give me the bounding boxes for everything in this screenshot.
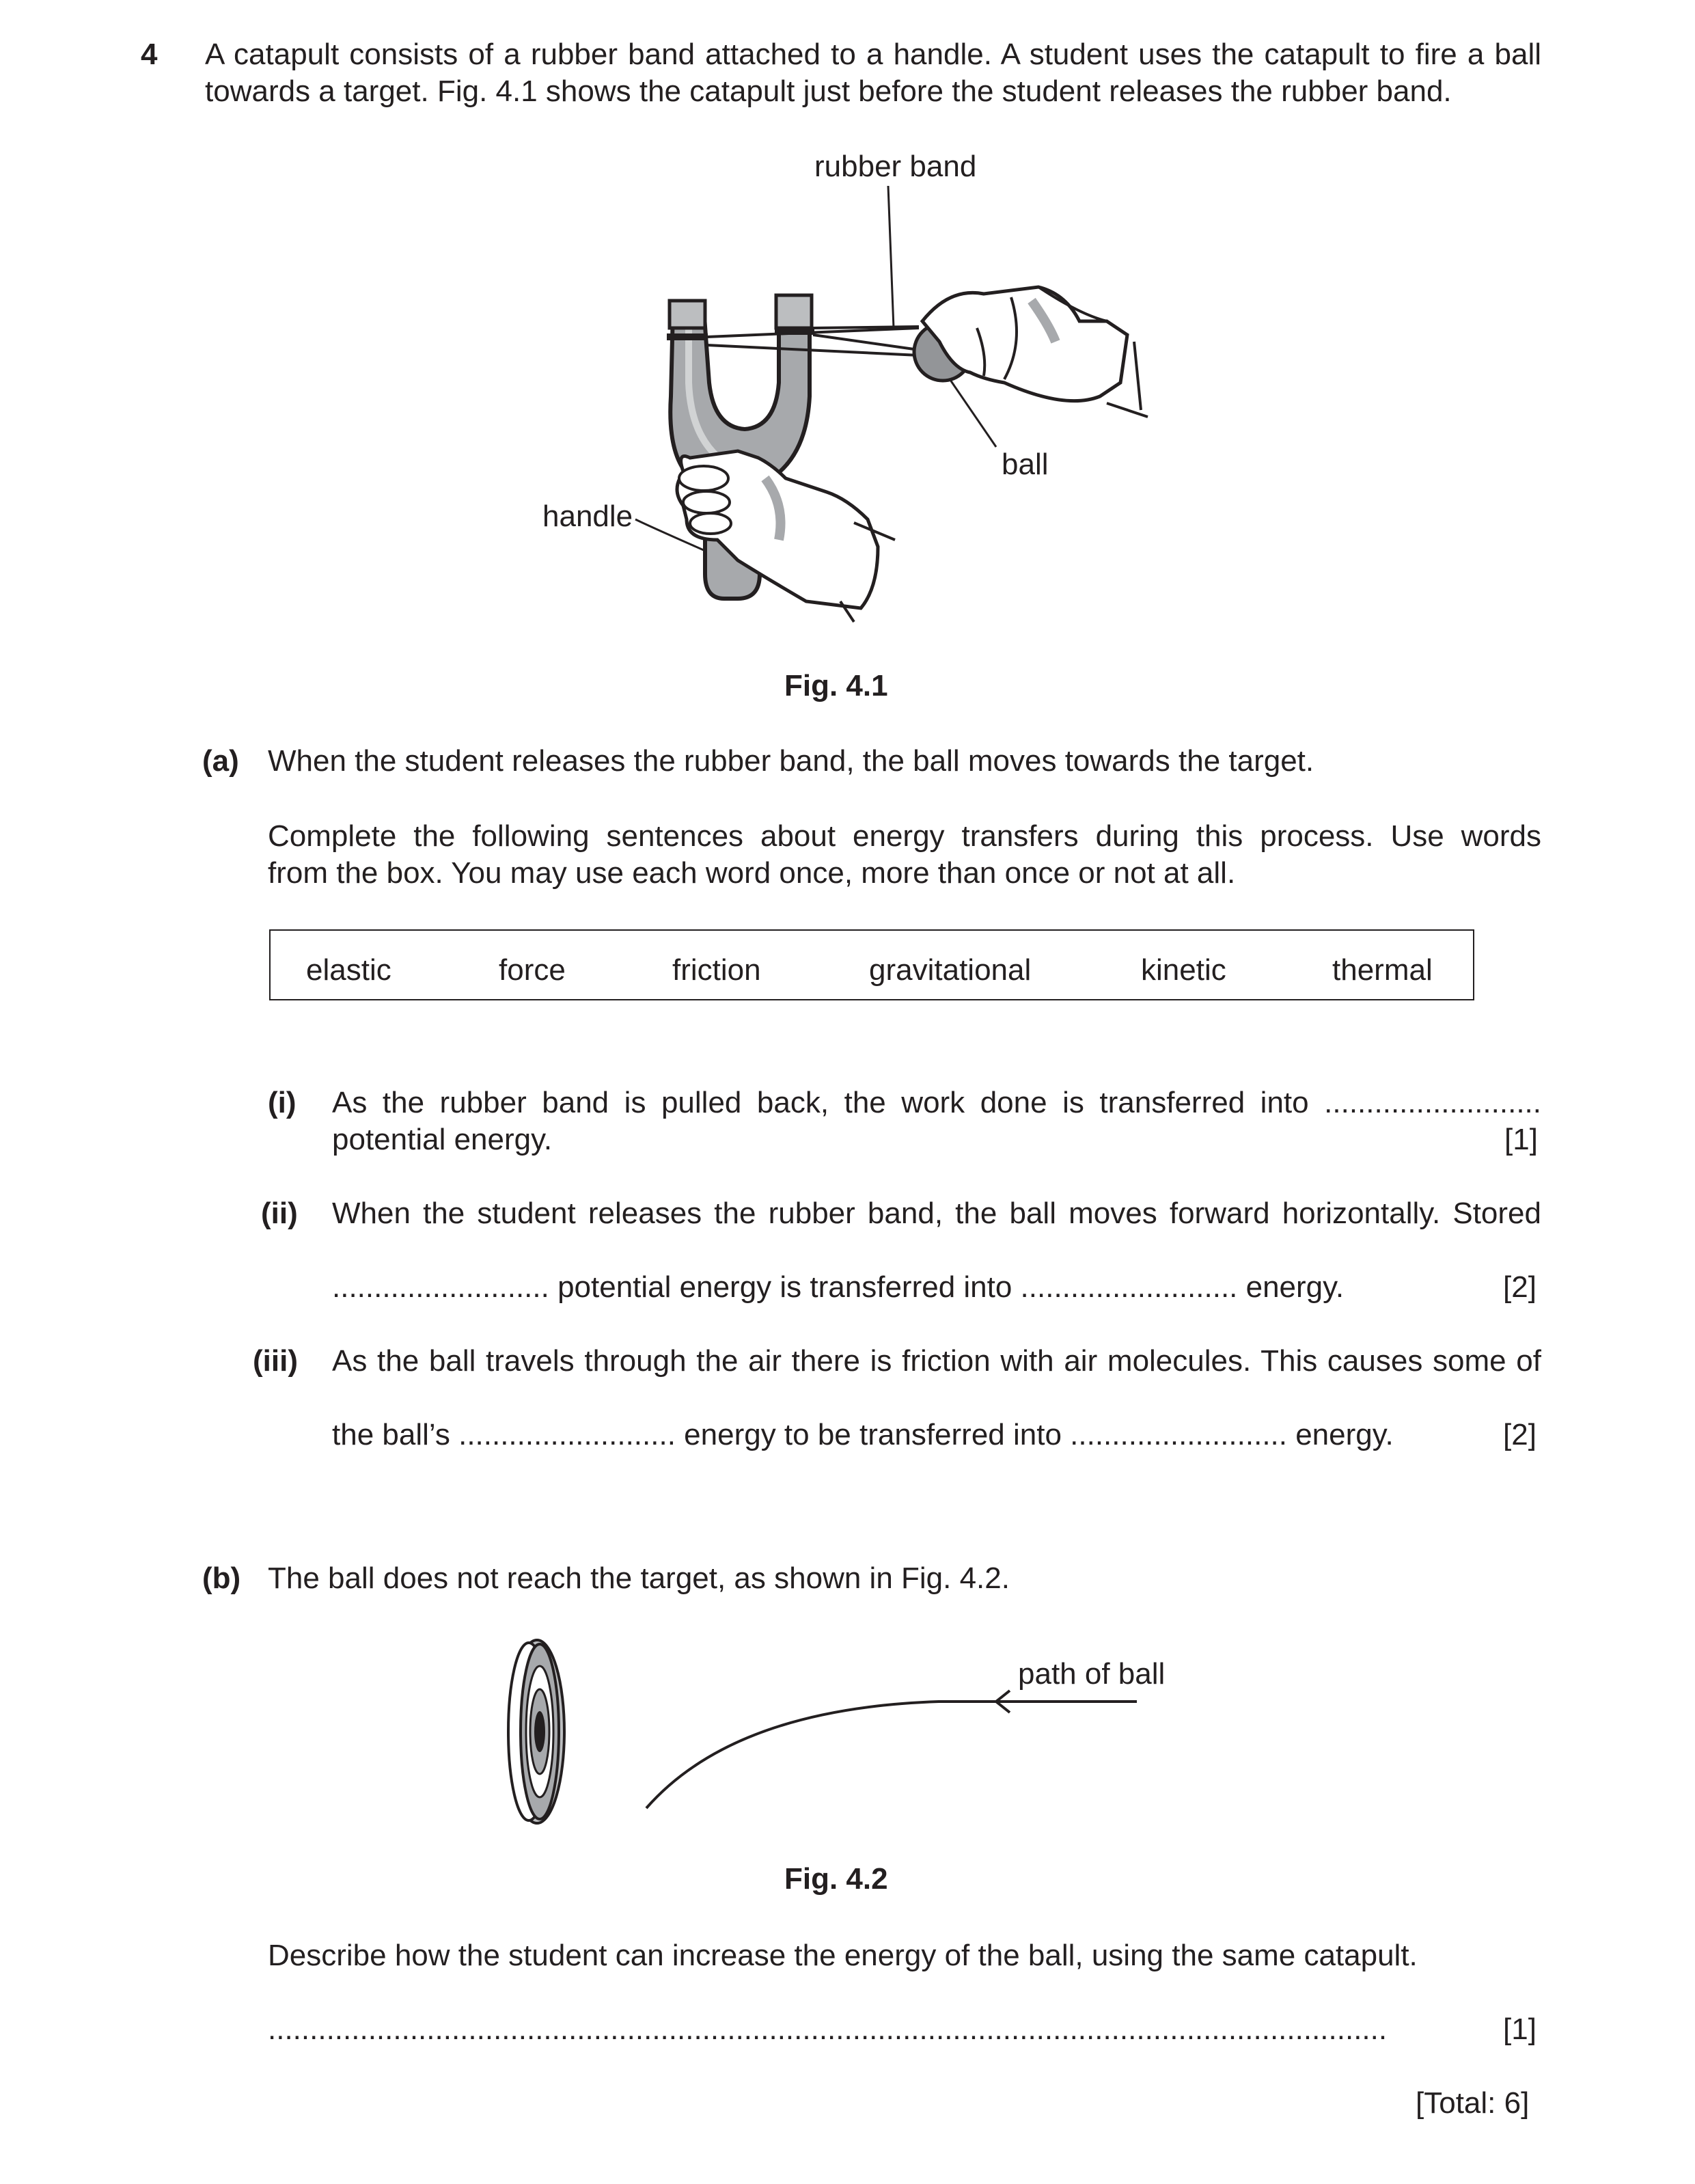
fig1-label-handle: handle xyxy=(542,500,633,533)
word-kinetic: kinetic xyxy=(1141,953,1226,987)
word-elastic: elastic xyxy=(306,953,391,987)
part-a-i-line1: As the rubber band is pulled back, the work done is transferred into .......................... xyxy=(332,1086,1541,1119)
word-force: force xyxy=(499,953,566,987)
part-a-line1: When the student releases the rubber band, the ball moves towards the target. xyxy=(268,744,1314,778)
ball-path xyxy=(646,1702,1137,1808)
part-a-instruction-line1: Complete the following sentences about energy transfers during this process. Use words xyxy=(268,819,1541,853)
part-a-ii-label: (ii) xyxy=(261,1197,298,1230)
fig2-caption: Fig. 4.2 xyxy=(784,1862,888,1896)
question-intro-line1: A catapult consists of a rubber band attached to a handle. A student uses the catapult to fire a ball xyxy=(205,38,1541,71)
question-total: [Total: 6] xyxy=(1416,2086,1530,2120)
part-a-instruction-line2: from the box. You may use each word once, more than once or not at all. xyxy=(268,856,1236,890)
word-thermal: thermal xyxy=(1332,953,1433,987)
part-a-iii-label: (iii) xyxy=(253,1344,298,1378)
part-a-iii-line1: As the ball travels through the air there is friction with air molecules. This causes some of xyxy=(332,1344,1541,1378)
part-a-ii-line2: .......................... potential energy is transferred into .......................... energy. xyxy=(332,1270,1345,1304)
part-b-question: Describe how the student can increase the energy of the ball, using the same catapult. xyxy=(268,1939,1418,1972)
part-a-i-line2: potential energy. xyxy=(332,1123,553,1156)
part-a-i-marks: [1] xyxy=(1504,1123,1538,1156)
fig1-label-ball: ball xyxy=(1002,448,1049,481)
word-gravitational: gravitational xyxy=(869,953,1032,987)
part-a-iii-line2: the ball’s .......................... energy to be transferred into .......................... energy. xyxy=(332,1418,1394,1451)
part-a-label: (a) xyxy=(202,744,239,778)
fig1-caption: Fig. 4.1 xyxy=(784,669,888,702)
part-a-ii-line1: When the student releases the rubber band, the ball moves forward horizontally. Stored xyxy=(332,1197,1541,1230)
question-number: 4 xyxy=(141,38,158,71)
part-a-ii-marks: [2] xyxy=(1503,1270,1536,1304)
part-a-i-label: (i) xyxy=(268,1086,297,1119)
fig2-label-path-of-ball: path of ball xyxy=(1018,1657,1166,1691)
part-b-line1: The ball does not reach the target, as shown in Fig. 4.2. xyxy=(268,1561,1010,1595)
part-a-iii-marks: [2] xyxy=(1503,1418,1536,1451)
target xyxy=(508,1640,564,1823)
fig1-label-rubber-band: rubber band xyxy=(814,150,977,183)
question-intro-line2: towards a target. Fig. 4.1 shows the catapult just before the student releases the rubber band. xyxy=(205,74,1452,108)
part-b-answer-line: ...................................................................................................................................... xyxy=(268,2012,1388,2046)
part-b-label: (b) xyxy=(202,1561,241,1595)
word-friction: friction xyxy=(672,953,761,987)
part-b-marks: [1] xyxy=(1503,2012,1536,2046)
